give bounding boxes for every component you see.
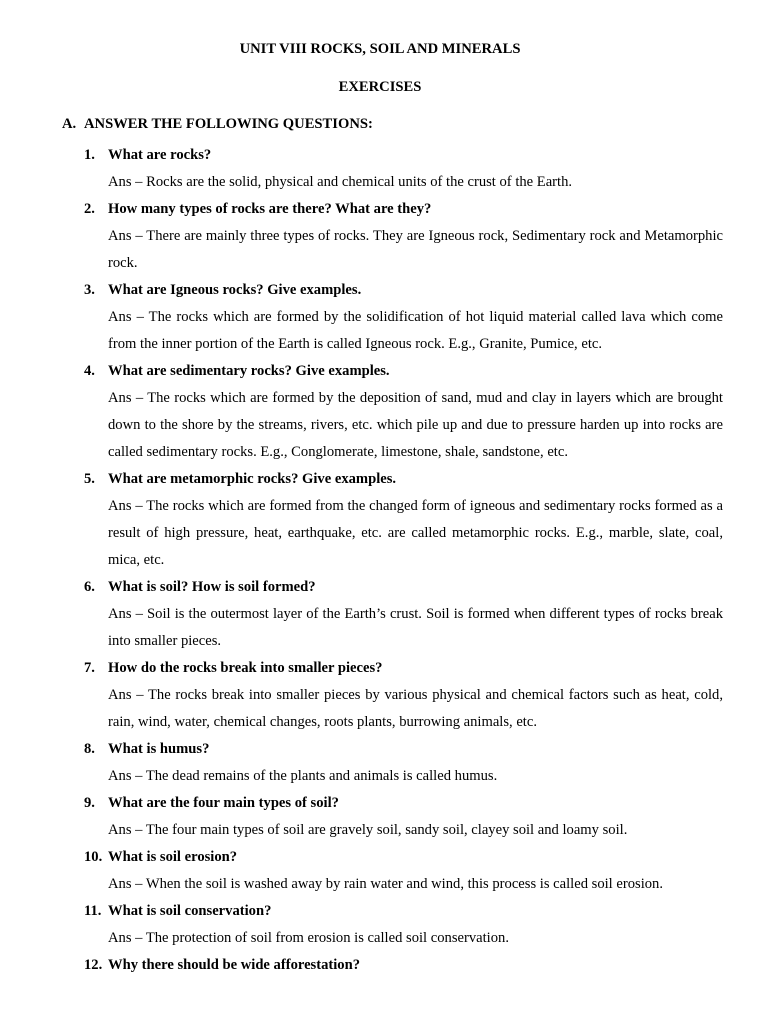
question-item	[84, 790, 723, 844]
question-label: Why there should be wide afforestation?	[108, 957, 361, 973]
question-number: 11.	[84, 903, 102, 919]
question-label: What are sedimentary rocks? Give examples.	[108, 363, 390, 379]
question-text	[84, 790, 723, 817]
question-item	[84, 952, 723, 979]
question-text	[84, 655, 723, 682]
question-text	[84, 466, 723, 493]
question-item	[84, 736, 723, 790]
answer-text: Ans – The protection of soil from erosion is called soil conservation.	[108, 930, 509, 946]
document-title: UNIT VIII ROCKS, SOIL AND MINERALS	[239, 41, 521, 57]
question-number: 4.	[84, 363, 95, 379]
question-number: 8.	[84, 741, 95, 757]
question-text	[84, 142, 723, 169]
question-number: 7.	[84, 660, 95, 676]
question-item	[84, 466, 723, 574]
section-title: ANSWER THE FOLLOWING QUESTIONS:	[84, 116, 373, 132]
question-number: 9.	[84, 795, 95, 811]
question-number: 3.	[84, 282, 95, 298]
section-letter: A.	[62, 116, 77, 132]
question-item	[84, 196, 723, 277]
answer-text: Ans – The dead remains of the plants and animals is called humus.	[108, 768, 498, 784]
answer-text: Ans – The rocks which are formed by the deposition of sand, mud and clay in layers which are brought down to the shore by the streams, rivers, etc. which pile up and due to pressure harden up into rocks are called sedimentary rocks. E.g., Conglomerate, limestone, shale, sandstone, etc.	[108, 390, 723, 460]
question-text	[84, 574, 723, 601]
question-label: What are Igneous rocks? Give examples.	[108, 282, 362, 298]
question-text	[84, 277, 723, 304]
question-item	[84, 844, 723, 898]
question-text	[84, 358, 723, 385]
question-label: How many types of rocks are there? What are they?	[108, 201, 432, 217]
answer-text: Ans – The rocks which are formed from the changed form of igneous and sedimentary rocks formed as a result of high pressure, heat, earthquake, etc. are called metamorphic rocks. E.g., marble, slate, coal, mica, etc.	[108, 498, 723, 568]
question-item	[84, 277, 723, 358]
document-subtitle: EXERCISES	[338, 79, 422, 95]
question-item	[84, 898, 723, 952]
question-text	[84, 952, 723, 979]
answer-text: Ans – Rocks are the solid, physical and chemical units of the crust of the Earth.	[108, 174, 573, 190]
question-number: 2.	[84, 201, 95, 217]
question-number: 5.	[84, 471, 95, 487]
question-number: 1.	[84, 147, 95, 163]
question-label: What is soil erosion?	[108, 849, 238, 865]
answer-text: Ans – There are mainly three types of rocks. They are Igneous rock, Sedimentary rock and Metamorphic rock.	[108, 228, 723, 271]
question-text	[84, 898, 723, 925]
question-number: 12.	[84, 957, 103, 973]
question-number: 6.	[84, 579, 95, 595]
answer-text: Ans – The four main types of soil are gravely soil, sandy soil, clayey soil and loamy soil.	[108, 822, 628, 838]
question-number: 10.	[84, 849, 103, 865]
question-label: What are metamorphic rocks? Give examples.	[108, 471, 397, 487]
question-item	[84, 142, 723, 196]
answer-text: Ans – The rocks break into smaller pieces by various physical and chemical factors such as heat, cold, rain, wind, water, chemical changes, roots plants, burrowing animals, etc.	[108, 687, 723, 730]
question-item	[84, 358, 723, 466]
section-heading	[62, 115, 373, 133]
question-label: What is humus?	[108, 741, 210, 757]
answer-text: Ans – The rocks which are formed by the solidification of hot liquid material called lava which come from the inner portion of the Earth is called Igneous rock. E.g., Granite, Pumice, etc.	[108, 309, 723, 352]
answer-text: Ans – Soil is the outermost layer of the Earth’s crust. Soil is formed when different types of rocks break into smaller pieces.	[108, 606, 723, 649]
question-text	[84, 196, 723, 223]
question-label: What are rocks?	[108, 147, 212, 163]
question-label: What is soil? How is soil formed?	[108, 579, 316, 595]
question-item	[84, 655, 723, 736]
question-item	[84, 574, 723, 655]
answer-text: Ans – When the soil is washed away by rain water and wind, this process is called soil erosion.	[108, 876, 663, 892]
question-label: What is soil conservation?	[108, 903, 272, 919]
question-text	[84, 736, 723, 763]
question-label: How do the rocks break into smaller pieces?	[108, 660, 383, 676]
question-text	[84, 844, 723, 871]
question-label: What are the four main types of soil?	[108, 795, 339, 811]
question-list	[84, 142, 723, 979]
